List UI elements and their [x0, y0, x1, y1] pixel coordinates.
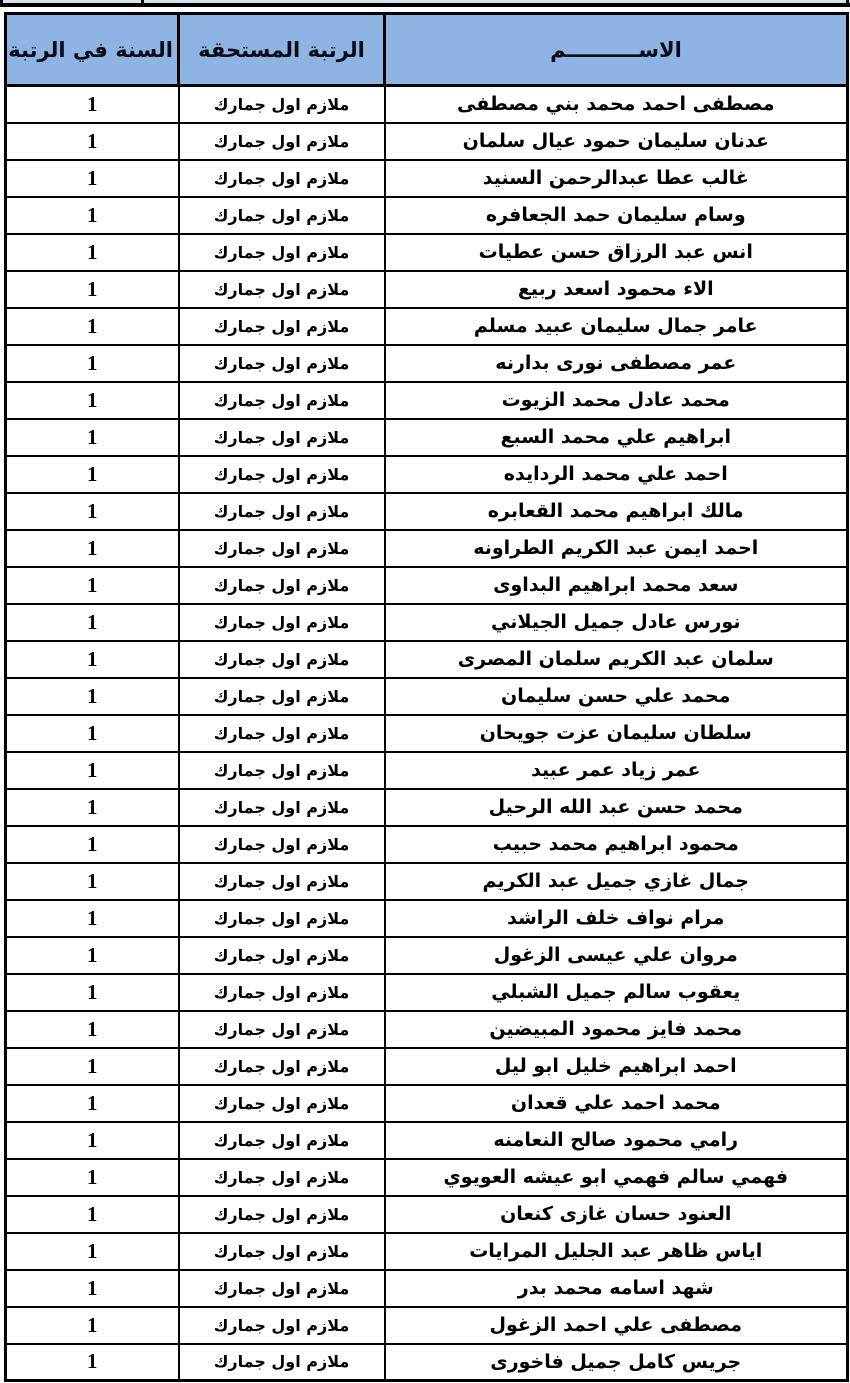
year-cell: 1: [6, 826, 179, 863]
rank-cell: ملازم اول جمارك: [179, 863, 385, 900]
year-cell: 1: [6, 530, 179, 567]
table-row: [6, 1122, 848, 1159]
table-row: [6, 1270, 848, 1307]
year-cell: 1: [6, 1344, 179, 1381]
rank-cell: ملازم اول جمارك: [179, 1048, 385, 1085]
table-row: [6, 123, 848, 160]
table-row: [6, 1233, 848, 1270]
year-cell: 1: [6, 974, 179, 1011]
rank-cell: ملازم اول جمارك: [179, 419, 385, 456]
table-row: [6, 1344, 848, 1381]
name-cell: محمود ابراهيم محمد حبيب: [385, 826, 848, 863]
name-cell: احمد ابراهيم خليل ابو ليل: [385, 1048, 848, 1085]
name-cell: نورس عادل جميل الجيلاني: [385, 604, 848, 641]
rank-cell: ملازم اول جمارك: [179, 1270, 385, 1307]
name-cell: انس عبد الرزاق حسن عطيات: [385, 234, 848, 271]
year-cell: 1: [6, 456, 179, 493]
table-body: [6, 86, 848, 1381]
rank-cell: ملازم اول جمارك: [179, 567, 385, 604]
rank-cell: ملازم اول جمارك: [179, 1122, 385, 1159]
year-cell: 1: [6, 678, 179, 715]
name-cell: ابراهيم علي محمد السبع: [385, 419, 848, 456]
rank-cell: ملازم اول جمارك: [179, 900, 385, 937]
rank-cell: ملازم اول جمارك: [179, 1344, 385, 1381]
name-cell: عمر مصطفى نورى بدارنه: [385, 345, 848, 382]
table-row: [6, 567, 848, 604]
table-row: [6, 937, 848, 974]
table-row: [6, 1307, 848, 1344]
year-cell: 1: [6, 419, 179, 456]
name-cell: مرام نواف خلف الراشد: [385, 900, 848, 937]
rank-cell: ملازم اول جمارك: [179, 1011, 385, 1048]
year-cell: 1: [6, 863, 179, 900]
table-row: [6, 604, 848, 641]
table-row: [6, 900, 848, 937]
table-row: [6, 715, 848, 752]
rank-cell: ملازم اول جمارك: [179, 1159, 385, 1196]
year-cell: 1: [6, 1011, 179, 1048]
year-cell: 1: [6, 1048, 179, 1085]
name-cell: عامر جمال سليمان عبيد مسلم: [385, 308, 848, 345]
rank-cell: ملازم اول جمارك: [179, 752, 385, 789]
table-header: [6, 14, 848, 86]
year-cell: 1: [6, 1159, 179, 1196]
rank-cell: ملازم اول جمارك: [179, 604, 385, 641]
table-row: [6, 752, 848, 789]
promotion-table: [4, 12, 849, 1382]
rank-cell: ملازم اول جمارك: [179, 197, 385, 234]
name-cell: سلطان سليمان عزت جويحان: [385, 715, 848, 752]
name-cell: سعد محمد ابراهيم البداوى: [385, 567, 848, 604]
year-cell: 1: [6, 900, 179, 937]
year-cell: 1: [6, 1122, 179, 1159]
year-cell: 1: [6, 752, 179, 789]
name-cell: مروان علي عيسى الزغول: [385, 937, 848, 974]
table-row: [6, 789, 848, 826]
table-row: [6, 1048, 848, 1085]
rank-cell: ملازم اول جمارك: [179, 86, 385, 123]
year-cell: 1: [6, 1196, 179, 1233]
year-cell: 1: [6, 271, 179, 308]
table-row: [6, 308, 848, 345]
table-row: [6, 1011, 848, 1048]
table-row: [6, 271, 848, 308]
year-cell: 1: [6, 234, 179, 271]
rank-cell: ملازم اول جمارك: [179, 456, 385, 493]
table-row: [6, 160, 848, 197]
year-cell: 1: [6, 1085, 179, 1122]
header-rank-column: الرتبة المستحقة: [179, 14, 385, 86]
year-cell: 1: [6, 789, 179, 826]
rank-cell: ملازم اول جمارك: [179, 1307, 385, 1344]
name-cell: فهمي سالم فهمي ابو عيشه العويوي: [385, 1159, 848, 1196]
name-cell: العنود حسان غازى كنعان: [385, 1196, 848, 1233]
rank-cell: ملازم اول جمارك: [179, 974, 385, 1011]
name-cell: غالب عطا عبدالرحمن السنيد: [385, 160, 848, 197]
table-row: [6, 1085, 848, 1122]
rank-cell: ملازم اول جمارك: [179, 789, 385, 826]
name-cell: عدنان سليمان حمود عيال سلمان: [385, 123, 848, 160]
rank-cell: ملازم اول جمارك: [179, 1085, 385, 1122]
rank-cell: ملازم اول جمارك: [179, 1233, 385, 1270]
header-year-column: السنة في الرتبة: [6, 14, 179, 86]
table-row: [6, 1196, 848, 1233]
table-row: [6, 530, 848, 567]
table-row: [6, 826, 848, 863]
rank-cell: ملازم اول جمارك: [179, 308, 385, 345]
table-row: [6, 678, 848, 715]
year-cell: 1: [6, 197, 179, 234]
rank-cell: ملازم اول جمارك: [179, 530, 385, 567]
year-cell: 1: [6, 1233, 179, 1270]
rank-cell: ملازم اول جمارك: [179, 345, 385, 382]
table-row: [6, 641, 848, 678]
strip-border-mark: [846, 0, 849, 7]
year-cell: 1: [6, 604, 179, 641]
strip-border-mark: [141, 0, 144, 7]
year-cell: 1: [6, 86, 179, 123]
table-row: [6, 1159, 848, 1196]
name-cell: جريس كامل جميل فاخورى: [385, 1344, 848, 1381]
rank-cell: ملازم اول جمارك: [179, 678, 385, 715]
rank-cell: ملازم اول جمارك: [179, 382, 385, 419]
name-cell: شهد اسامه محمد بدر: [385, 1270, 848, 1307]
name-cell: مصطفى احمد محمد بني مصطفى: [385, 86, 848, 123]
header-name-column: الاســــــــــم: [385, 14, 848, 86]
name-cell: محمد حسن عبد الله الرحيل: [385, 789, 848, 826]
name-cell: سلمان عبد الكريم سلمان المصرى: [385, 641, 848, 678]
name-cell: مصطفى علي احمد الزغول: [385, 1307, 848, 1344]
table-row: [6, 974, 848, 1011]
name-cell: الاء محمود اسعد ربيع: [385, 271, 848, 308]
name-cell: احمد ايمن عبد الكريم الطراونه: [385, 530, 848, 567]
rank-cell: ملازم اول جمارك: [179, 123, 385, 160]
name-cell: جمال غازي جميل عبد الكريم: [385, 863, 848, 900]
year-cell: 1: [6, 641, 179, 678]
rank-cell: ملازم اول جمارك: [179, 937, 385, 974]
cutoff-row-strip: [0, 0, 850, 7]
table-row: [6, 419, 848, 456]
year-cell: 1: [6, 937, 179, 974]
name-cell: محمد علي حسن سليمان: [385, 678, 848, 715]
year-cell: 1: [6, 1307, 179, 1344]
rank-cell: ملازم اول جمارك: [179, 641, 385, 678]
rank-cell: ملازم اول جمارك: [179, 826, 385, 863]
year-cell: 1: [6, 345, 179, 382]
table-row: [6, 86, 848, 123]
year-cell: 1: [6, 567, 179, 604]
rank-cell: ملازم اول جمارك: [179, 1196, 385, 1233]
name-cell: رامي محمود صالح النعامنه: [385, 1122, 848, 1159]
name-cell: محمد عادل محمد الزيوت: [385, 382, 848, 419]
name-cell: مالك ابراهيم محمد القعابره: [385, 493, 848, 530]
year-cell: 1: [6, 715, 179, 752]
name-cell: عمر زياد عمر عبيد: [385, 752, 848, 789]
rank-cell: ملازم اول جمارك: [179, 715, 385, 752]
year-cell: 1: [6, 160, 179, 197]
table-row: [6, 382, 848, 419]
rank-cell: ملازم اول جمارك: [179, 493, 385, 530]
strip-border-mark: [0, 0, 3, 7]
table-row: [6, 493, 848, 530]
name-cell: محمد فايز محمود المبيضين: [385, 1011, 848, 1048]
year-cell: 1: [6, 382, 179, 419]
rank-cell: ملازم اول جمارك: [179, 234, 385, 271]
table-row: [6, 863, 848, 900]
name-cell: احمد علي محمد الردايده: [385, 456, 848, 493]
name-cell: اياس ظاهر عبد الجليل المرايات: [385, 1233, 848, 1270]
year-cell: 1: [6, 308, 179, 345]
name-cell: محمد احمد علي قعدان: [385, 1085, 848, 1122]
rank-cell: ملازم اول جمارك: [179, 271, 385, 308]
header-row: [6, 14, 848, 86]
year-cell: 1: [6, 123, 179, 160]
table-row: [6, 234, 848, 271]
table-row: [6, 197, 848, 234]
table-row: [6, 456, 848, 493]
table-row: [6, 345, 848, 382]
year-cell: 1: [6, 493, 179, 530]
name-cell: وسام سليمان حمد الجعافره: [385, 197, 848, 234]
name-cell: يعقوب سالم جميل الشبلي: [385, 974, 848, 1011]
rank-cell: ملازم اول جمارك: [179, 160, 385, 197]
year-cell: 1: [6, 1270, 179, 1307]
